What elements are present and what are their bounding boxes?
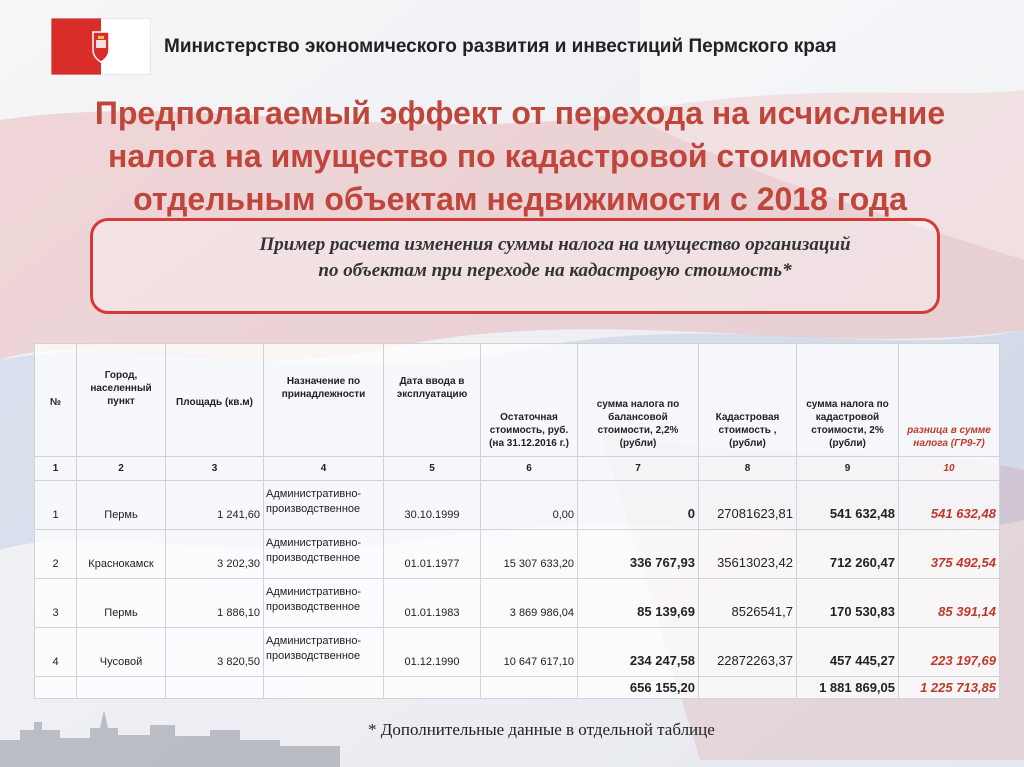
cell-tax-difference: 375 492,54 [899, 530, 1000, 579]
header-cell-area: Площадь (кв.м) [166, 344, 264, 457]
total-empty-cell [264, 677, 384, 699]
cell-tax-balance: 0 [578, 481, 699, 530]
cell-number: 2 [35, 530, 77, 579]
total-tax-cadastral: 1 881 869,05 [797, 677, 899, 699]
column-number: 1 [35, 457, 77, 481]
cell-purpose: Административно-производственное [264, 530, 384, 579]
tax-calculation-table [34, 343, 1000, 699]
total-empty-cell [35, 677, 77, 699]
title-line: отдельным объектам недвижимости с 2018 года [133, 181, 907, 217]
table-row [35, 530, 1000, 579]
column-number: 9 [797, 457, 899, 481]
footnote: * Дополнительные данные в отдельной таблице [368, 720, 715, 739]
cell-cadastral-value: 27081623,81 [699, 481, 797, 530]
header-cell-tax-cadastral: сумма налога по кадастровой стоимости, 2% (рубли) [797, 344, 899, 457]
cell-tax-balance: 85 139,69 [578, 579, 699, 628]
column-number: 10 [899, 457, 1000, 481]
cell-area: 1 886,10 [166, 579, 264, 628]
column-number: 6 [481, 457, 578, 481]
cell-tax-difference: 223 197,69 [899, 628, 1000, 677]
total-tax-balance: 656 155,20 [578, 677, 699, 699]
column-number: 8 [699, 457, 797, 481]
cell-number: 4 [35, 628, 77, 677]
column-number: 3 [166, 457, 264, 481]
column-number: 2 [77, 457, 166, 481]
total-tax-difference: 1 225 713,85 [899, 677, 1000, 699]
cell-tax-balance: 234 247,58 [578, 628, 699, 677]
cell-tax-cadastral: 541 632,48 [797, 481, 899, 530]
cell-area: 3 820,50 [166, 628, 264, 677]
example-line: Пример расчета изменения суммы налога на имущество организаций [259, 234, 851, 255]
cell-cadastral-value: 22872263,37 [699, 628, 797, 677]
table-total-row [35, 677, 1000, 699]
cell-city: Пермь [77, 579, 166, 628]
ministry-name: Министерство экономического развития и инвестиций Пермского края [164, 36, 837, 57]
title-line: налога на имущество по кадастровой стоимости по [107, 138, 932, 174]
cell-residual-value: 10 647 617,10 [481, 628, 578, 677]
header-cell-cadastral-value: Кадастровая стоимость , (рубли) [699, 344, 797, 457]
table-row [35, 579, 1000, 628]
header-cell-purpose: Назначение по принадлежности [264, 344, 384, 457]
cell-residual-value: 0,00 [481, 481, 578, 530]
cell-date: 01.01.1977 [384, 530, 481, 579]
cell-purpose: Административно-производственное [264, 481, 384, 530]
example-caption [100, 232, 1010, 284]
cell-residual-value: 3 869 986,04 [481, 579, 578, 628]
total-empty-cell [166, 677, 264, 699]
cell-tax-cadastral: 712 260,47 [797, 530, 899, 579]
cell-city: Чусовой [77, 628, 166, 677]
city-skyline-decoration [0, 700, 340, 767]
cell-residual-value: 15 307 633,20 [481, 530, 578, 579]
header-cell-date: Дата ввода в эксплуатацию [384, 344, 481, 457]
cell-cadastral-value: 35613023,42 [699, 530, 797, 579]
title-line: Предполагаемый эффект от перехода на исчисление [94, 95, 946, 131]
cell-date: 01.12.1990 [384, 628, 481, 677]
cell-city: Краснокамск [77, 530, 166, 579]
cell-area: 3 202,30 [166, 530, 264, 579]
table-row [35, 481, 1000, 530]
cell-city: Пермь [77, 481, 166, 530]
cell-tax-balance: 336 767,93 [578, 530, 699, 579]
header-cell-residual-value: Остаточная стоимость, руб. (на 31.12.2016 г.) [481, 344, 578, 457]
cell-date: 01.01.1983 [384, 579, 481, 628]
example-line: по объектам при переходе на кадастровую стоимость* [318, 260, 792, 281]
header-cell-city: Город, населенный пункт [77, 344, 166, 457]
column-number: 5 [384, 457, 481, 481]
header-cell-tax-balance: сумма налога по балансовой стоимости, 2,2% (рубли) [578, 344, 699, 457]
cell-tax-cadastral: 170 530,83 [797, 579, 899, 628]
cell-date: 30.10.1999 [384, 481, 481, 530]
perm-krai-flag-icon [51, 18, 151, 75]
cell-number: 3 [35, 579, 77, 628]
cell-tax-cadastral: 457 445,27 [797, 628, 899, 677]
cell-purpose: Административно-производственное [264, 579, 384, 628]
cell-tax-difference: 85 391,14 [899, 579, 1000, 628]
column-number: 4 [264, 457, 384, 481]
column-number: 7 [578, 457, 699, 481]
cell-tax-difference: 541 632,48 [899, 481, 1000, 530]
cell-purpose: Административно-производственное [264, 628, 384, 677]
cell-cadastral-value: 8526541,7 [699, 579, 797, 628]
column-number-row [35, 457, 1000, 481]
total-empty-cell [481, 677, 578, 699]
page-title [70, 92, 970, 221]
total-empty-cell [77, 677, 166, 699]
total-empty-cell [699, 677, 797, 699]
table-row [35, 628, 1000, 677]
header-cell-tax-difference: разница в сумме налога (ГР9-7) [899, 344, 1000, 457]
total-empty-cell [384, 677, 481, 699]
cell-number: 1 [35, 481, 77, 530]
cell-area: 1 241,60 [166, 481, 264, 530]
header-cell-number: № [35, 344, 77, 457]
table-header-row [35, 344, 1000, 457]
